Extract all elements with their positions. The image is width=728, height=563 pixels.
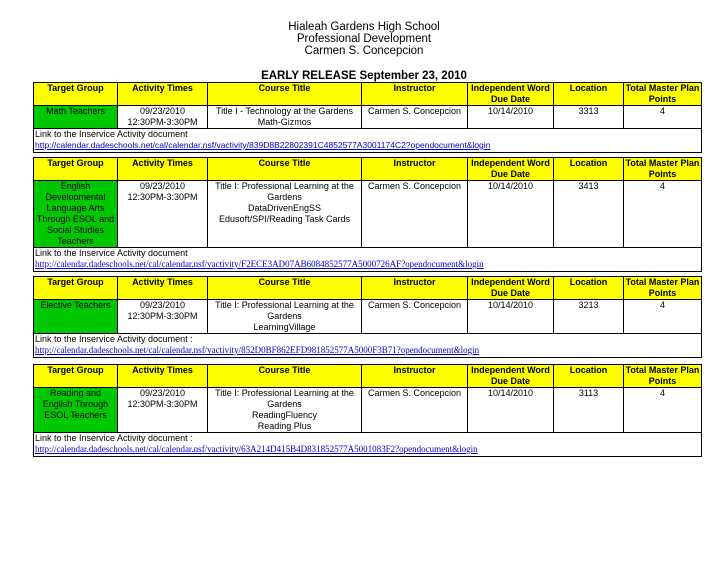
course-title-line: Reading Plus (257, 421, 312, 431)
inservice-link[interactable]: http://calendar.dadeschools.net/cal/calendar.nsf/vactivity/852D0BF862EFD981852577A5000F3B71?opendocument&login (35, 345, 480, 355)
col-instructor: Instructor (362, 83, 468, 106)
col-activity-times: Activity Times (118, 365, 208, 388)
location: 3113 (554, 388, 624, 433)
course-title (208, 388, 362, 433)
department-name: Professional Development (296, 33, 432, 45)
activity-block-3 (33, 276, 702, 358)
points: 4 (624, 106, 702, 129)
col-location: Location (554, 365, 624, 388)
col-course-title: Course Title (208, 365, 362, 388)
col-due-date: Independent Word Due Date (468, 365, 554, 388)
link-label: Link to the Inservice Activity document : (35, 433, 193, 443)
course-title-line: Title I - Technology at the Gardens (215, 106, 354, 116)
points: 4 (624, 181, 702, 248)
coordinator-name: Carmen S. Concepcion (304, 45, 424, 57)
col-instructor: Instructor (362, 277, 468, 300)
link-label: Link to the Inservice Activity document (35, 248, 188, 258)
inservice-link[interactable]: http://calendar.dadeschools.net/cal/calendar.nsf/vactivity/F2ECE3AD07AB6084852577A5000726AF?opendocument&login (35, 259, 484, 269)
link-label: Link to the Inservice Activity document (35, 129, 188, 139)
instructor: Carmen S. Concepcion (362, 106, 468, 129)
points: 4 (624, 388, 702, 433)
link-row (34, 334, 702, 358)
activity-times (118, 181, 208, 248)
course-title-line: Title I: Professional Learning at the Gardens (215, 181, 354, 202)
inservice-link[interactable]: http://calendar.dadeschools.net/cal/calendar.nsf/vactivity/63A214D415B4D831852577A5001083F2?opendocument&login (35, 444, 478, 454)
col-target-group: Target Group (34, 365, 118, 388)
location: 3413 (554, 181, 624, 248)
col-points: Total Master Plan Points (624, 83, 702, 106)
course-title (208, 300, 362, 334)
col-instructor: Instructor (362, 158, 468, 181)
col-activity-times: Activity Times (118, 158, 208, 181)
page-subtitle: EARLY RELEASE September 23, 2010 (261, 70, 467, 82)
col-due-date: Independent Word Due Date (468, 277, 554, 300)
col-due-date: Independent Word Due Date (468, 158, 554, 181)
instructor: Carmen S. Concepcion (362, 181, 468, 248)
link-row (34, 433, 702, 457)
activity-time: 12:30PM-3:30PM (127, 399, 198, 409)
activity-block-4 (33, 364, 702, 457)
course-title-line: ReadingFluency (251, 410, 318, 420)
link-label: Link to the Inservice Activity document : (35, 334, 193, 344)
activity-block-2 (33, 157, 702, 272)
col-points: Total Master Plan Points (624, 365, 702, 388)
activity-time: 12:30PM-3:30PM (127, 311, 198, 321)
target-group: English Developmental Language Arts Through ESOL and Social Studies Teachers (34, 181, 118, 248)
target-group: Math Teachers (34, 106, 118, 129)
location: 3313 (554, 106, 624, 129)
activity-times (118, 106, 208, 129)
course-title-line: Math-Gizmos (257, 117, 312, 127)
target-group: Reading and English Through ESOL Teachers (34, 388, 118, 433)
course-title-line: LearningVillage (253, 322, 316, 332)
col-course-title: Course Title (208, 158, 362, 181)
inservice-link[interactable]: http://calendar.dadeschools.net/cal/calendar.nsf/vactivity/839D8B22802391C4852577A3001174C2?opendocument&login (35, 140, 491, 150)
col-course-title: Course Title (208, 277, 362, 300)
link-row (34, 248, 702, 272)
course-title-line: Edusoft/SPI/Reading Task Cards (219, 214, 350, 224)
activity-date: 09/23/2010 (139, 388, 186, 398)
col-location: Location (554, 83, 624, 106)
activity-date: 09/23/2010 (139, 300, 186, 310)
col-points: Total Master Plan Points (624, 277, 702, 300)
course-title (208, 106, 362, 129)
activity-block-1 (33, 82, 702, 153)
course-title (208, 181, 362, 248)
due-date: 10/14/2010 (468, 300, 554, 334)
col-target-group: Target Group (34, 83, 118, 106)
location: 3213 (554, 300, 624, 334)
col-activity-times: Activity Times (118, 277, 208, 300)
course-title-line: Title I: Professional Learning at the Gardens (215, 300, 354, 321)
due-date: 10/14/2010 (468, 106, 554, 129)
activity-date: 09/23/2010 (139, 106, 186, 116)
link-row (34, 129, 702, 153)
school-name: Hialeah Gardens High School (288, 21, 440, 33)
col-location: Location (554, 277, 624, 300)
target-group: Elective Teachers (34, 300, 118, 334)
col-location: Location (554, 158, 624, 181)
col-course-title: Course Title (208, 83, 362, 106)
col-target-group: Target Group (34, 158, 118, 181)
activity-time: 12:30PM-3:30PM (127, 117, 198, 127)
col-instructor: Instructor (362, 365, 468, 388)
activity-times (118, 300, 208, 334)
col-target-group: Target Group (34, 277, 118, 300)
col-due-date: Independent Word Due Date (468, 83, 554, 106)
col-activity-times: Activity Times (118, 83, 208, 106)
course-title-line: DataDrivenEngSS (247, 203, 322, 213)
col-points: Total Master Plan Points (624, 158, 702, 181)
points: 4 (624, 300, 702, 334)
activity-times (118, 388, 208, 433)
instructor: Carmen S. Concepcion (362, 300, 468, 334)
instructor: Carmen S. Concepcion (362, 388, 468, 433)
activity-time: 12:30PM-3:30PM (127, 192, 198, 202)
course-title-line: Title I: Professional Learning at the Gardens (215, 388, 354, 409)
activity-date: 09/23/2010 (139, 181, 186, 191)
due-date: 10/14/2010 (468, 181, 554, 248)
due-date: 10/14/2010 (468, 388, 554, 433)
